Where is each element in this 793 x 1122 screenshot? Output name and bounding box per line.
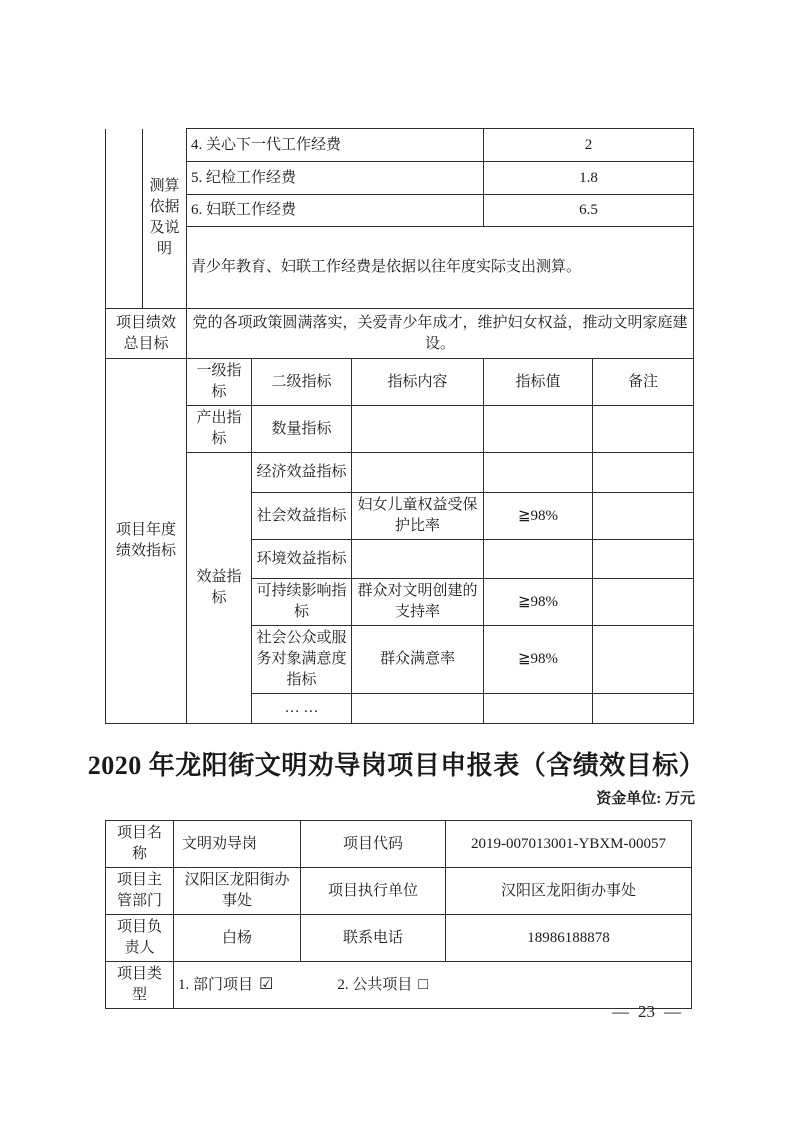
form-row bbox=[106, 915, 692, 962]
field-label: 项目负责人 bbox=[106, 915, 174, 962]
project-code-value bbox=[446, 821, 692, 868]
form-row bbox=[106, 821, 692, 868]
level2-cell: 可持续影响指标 bbox=[252, 579, 352, 626]
basis-label-cell: 测算依据及说明 bbox=[143, 129, 187, 309]
value-cell: ≧98% bbox=[484, 579, 593, 626]
form-row bbox=[106, 868, 692, 915]
application-form-table bbox=[105, 820, 692, 1009]
field-label: 联系电话 bbox=[301, 915, 446, 962]
page-number: 23 bbox=[638, 1002, 655, 1021]
expense-row bbox=[106, 129, 694, 162]
level2-cell: 环境效益指标 bbox=[252, 540, 352, 579]
content-cell bbox=[352, 694, 484, 724]
level2-cell: 经济效益指标 bbox=[252, 453, 352, 493]
note-cell bbox=[593, 626, 694, 694]
page-number-footer bbox=[612, 1002, 681, 1022]
note-cell bbox=[593, 406, 694, 453]
note-cell bbox=[593, 694, 694, 724]
option-public-label: 2. 公共项目 bbox=[337, 976, 413, 993]
value-cell bbox=[484, 406, 593, 453]
header-level1: 一级指标 bbox=[187, 359, 252, 406]
level1-output: 产出指标 bbox=[187, 406, 252, 453]
footer-dash-left: — bbox=[612, 1002, 629, 1021]
expense-label: 6. 妇联工作经费 bbox=[187, 195, 484, 227]
indicator-row bbox=[106, 453, 694, 493]
overall-goal-text: 党的各项政策圆满落实，关爱青少年成才，维护妇女权益，推动文明家庭建设。 bbox=[187, 309, 694, 359]
expense-label: 5. 纪检工作经费 bbox=[187, 162, 484, 195]
header-value: 指标值 bbox=[484, 359, 593, 406]
field-value: 18986188878 bbox=[446, 915, 692, 962]
overall-goal-row bbox=[106, 309, 694, 359]
continued-left-cell bbox=[106, 129, 143, 309]
annual-indicators-label: 项目年度绩效指标 bbox=[106, 359, 187, 724]
field-value: 文明劝导岗 bbox=[174, 821, 301, 868]
field-label: 项目主管部门 bbox=[106, 868, 174, 915]
note-cell bbox=[593, 579, 694, 626]
basis-row bbox=[106, 227, 694, 309]
level2-cell: 数量指标 bbox=[252, 406, 352, 453]
field-value: 白杨 bbox=[174, 915, 301, 962]
project-code-text: 2019-007013001-YBXM-00057 bbox=[471, 835, 666, 852]
expense-row bbox=[106, 162, 694, 195]
content-cell bbox=[352, 406, 484, 453]
field-label: 项目名称 bbox=[106, 821, 174, 868]
content-cell: 群众满意率 bbox=[352, 626, 484, 694]
expense-row bbox=[106, 195, 694, 227]
level2-cell: … … bbox=[252, 694, 352, 724]
note-cell bbox=[593, 540, 694, 579]
content-cell: 妇女儿童权益受保护比率 bbox=[352, 493, 484, 540]
expense-value: 2 bbox=[484, 129, 694, 162]
note-cell bbox=[593, 493, 694, 540]
basis-text: 青少年教育、妇联工作经费是依据以往年度实际支出测算。 bbox=[187, 227, 694, 309]
overall-goal-label: 项目绩效总目标 bbox=[106, 309, 187, 359]
expense-value: 6.5 bbox=[484, 195, 694, 227]
performance-table bbox=[105, 128, 694, 724]
field-value: 汉阳区龙阳街办事处 bbox=[174, 868, 301, 915]
option-dept-label: 1. 部门项目 bbox=[178, 976, 254, 993]
project-type-row bbox=[106, 962, 692, 1009]
content-cell bbox=[352, 540, 484, 579]
field-label: 项目代码 bbox=[301, 821, 446, 868]
checkbox-unchecked-icon: □ bbox=[418, 975, 429, 993]
header-note: 备注 bbox=[593, 359, 694, 406]
level2-cell: 社会效益指标 bbox=[252, 493, 352, 540]
expense-label: 4. 关心下一代工作经费 bbox=[187, 129, 484, 162]
value-cell bbox=[484, 694, 593, 724]
footer-dash-right: — bbox=[664, 1002, 681, 1021]
level1-benefit: 效益指标 bbox=[187, 453, 252, 724]
form-title: 2020 年龙阳街文明劝导岗项目申报表（含绩效目标） bbox=[87, 751, 706, 780]
header-level2: 二级指标 bbox=[252, 359, 352, 406]
note-cell bbox=[593, 453, 694, 493]
value-cell: ≧98% bbox=[484, 493, 593, 540]
content-cell bbox=[352, 453, 484, 493]
indicator-header-row bbox=[106, 359, 694, 406]
header-content: 指标内容 bbox=[352, 359, 484, 406]
unit-note: 资金单位: 万元 bbox=[596, 791, 695, 807]
field-value: 汉阳区龙阳街办事处 bbox=[446, 868, 692, 915]
expense-value: 1.8 bbox=[484, 162, 694, 195]
value-cell bbox=[484, 540, 593, 579]
value-cell bbox=[484, 453, 593, 493]
content-cell: 群众对文明创建的支持率 bbox=[352, 579, 484, 626]
checkbox-checked-icon: ☑ bbox=[259, 975, 274, 993]
field-label: 项目类型 bbox=[106, 962, 174, 1009]
indicator-row bbox=[106, 406, 694, 453]
level2-cell: 社会公众或服务对象满意度指标 bbox=[252, 626, 352, 694]
field-label: 项目执行单位 bbox=[301, 868, 446, 915]
value-cell: ≧98% bbox=[484, 626, 593, 694]
